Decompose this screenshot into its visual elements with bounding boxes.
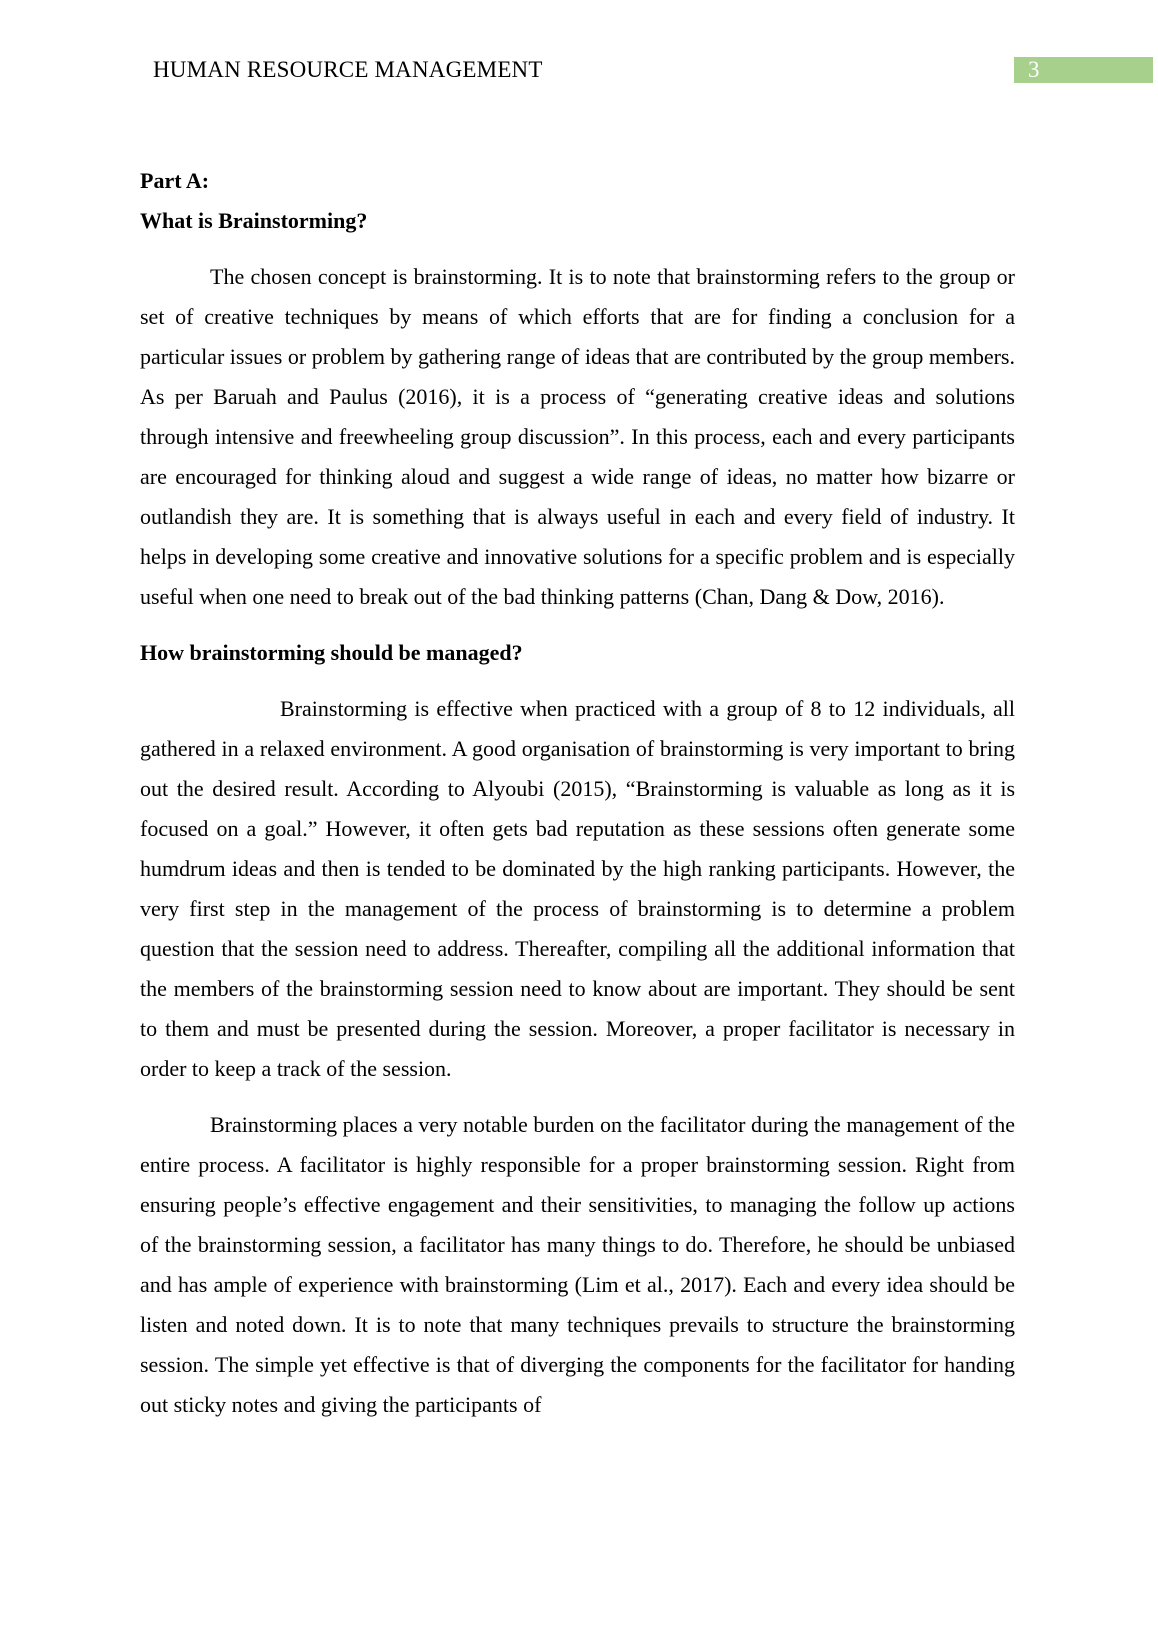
- paragraph: Brainstorming is effective when practiced with a group of 8 to 12 individuals, all gathered in a relaxed environment. A good organisation of brainstorming is very important to bring out the desired result. According to Alyoubi (2015), “Brainstorming is valuable as long as it is focused on a goal.” However, it often gets bad reputation as these sessions often generate some humdrum ideas and then is tended to be dominated by the high ranking participants. However, the very first step in the management of the process of brainstorming is to determine a problem question that the session need to address. Thereafter, compiling all the additional information that the members of the brainstorming session need to know about are important. They should be sent to them and must be presented during the session. Moreover, a proper facilitator is necessary in order to keep a track of the session.: [140, 696, 1015, 1081]
- section-heading-what-is-brainstorming: What is Brainstorming?: [140, 208, 368, 233]
- paragraph: The chosen concept is brainstorming. It is to note that brainstorming refers to the group or set of creative techniques by means of which efforts that are for finding a conclusion for a particular issues or problem by gathering range of ideas that are contributed by the group members. As per Baruah and Paulus (2016), it is a process of “generating creative ideas and solutions through intensive and freewheeling group discussion”. In this process, each and every participants are encouraged for thinking aloud and suggest a wide range of ideas, no matter how bizarre or outlandish they are. It is something that is always useful in each and every field of industry. It helps in developing some creative and innovative solutions for a specific problem and is especially useful when one need to break out of the bad thinking patterns (Chan, Dang & Dow, 2016).: [140, 264, 1015, 609]
- document-body: [140, 161, 1015, 1425]
- section-heading-how-managed: How brainstorming should be managed?: [140, 640, 523, 665]
- page-number-bar: [1014, 57, 1153, 83]
- page-number: 3: [1028, 57, 1040, 82]
- running-header: HUMAN RESOURCE MANAGEMENT: [153, 57, 543, 82]
- paragraph: Brainstorming places a very notable burden on the facilitator during the management of the entire process. A facilitator is highly responsible for a proper brainstorming session. Right from ensuring people’s effective engagement and their sensitivities, to managing the follow up actions of the brainstorming session, a facilitator has many things to do. Therefore, he should be unbiased and has ample of experience with brainstorming (Lim et al., 2017). Each and every idea should be listen and noted down. It is to note that many techniques prevails to structure the brainstorming session. The simple yet effective is that of diverging the components for the facilitator for handing out sticky notes and giving the participants of: [140, 1112, 1015, 1417]
- section-heading-part-a: Part A:: [140, 168, 210, 193]
